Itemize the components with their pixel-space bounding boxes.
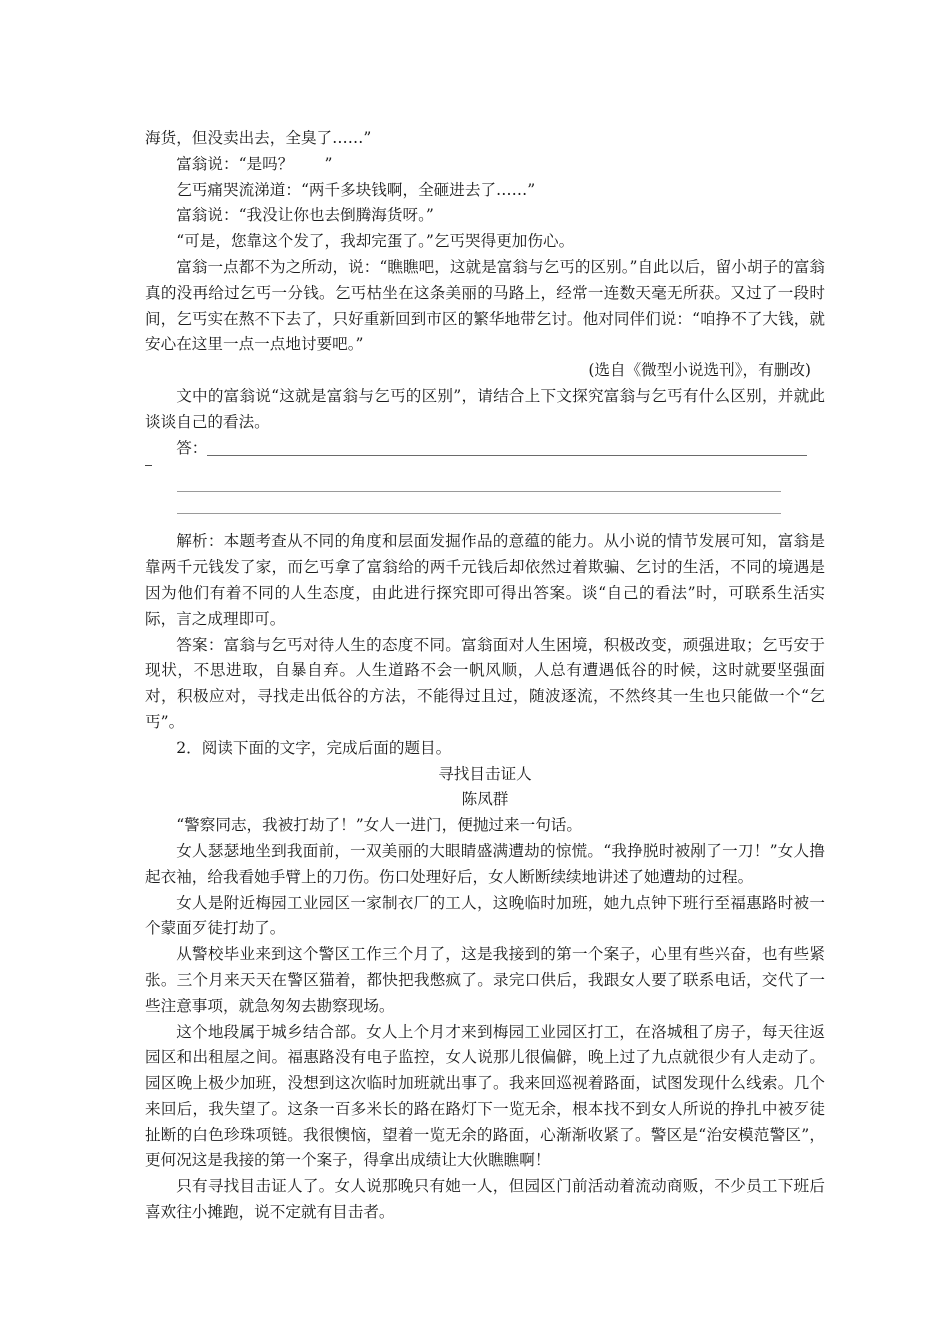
passage1-line-2: 乞丐痛哭流涕道：“两千多块钱啊，全砸进去了……” xyxy=(176,180,536,199)
answer-text: 答案：富翁与乞丐对待人生的态度不同。富翁面对人生困境，积极改变，顽强进取；乞丐安于现状，不思进取，自暴自弃。人生道路不会一帆风顺，人总有遭遇低谷的时候，这时就要坚强面对，积极应对，寻找走出低谷的方法，不能得过且过，随波逐流，不然终其一生也只能做一个“乞丐”。 xyxy=(145,635,825,731)
passage2-title: 寻找目击证人 xyxy=(438,764,532,783)
document-page xyxy=(145,126,825,1226)
passage1-paragraph: 富翁一点都不为之所动，说：“瞧瞧吧，这就是富翁与乞丐的区别。”自此以后，留小胡子的富翁真的没再给过乞丐一分钱。乞丐枯坐在这条美丽的马路上，经常一连数天毫无所获。又过了一段时间，乞丐实在熬不下去了，只好重新回到市区的繁华地带乞讨。他对同伴们说：“咱挣不了大钱，就安心在这里一点一点地讨要吧。” xyxy=(145,257,825,354)
passage1-line-4: “可是，您靠这个发了，我却完蛋了。”乞丐哭得更加伤心。 xyxy=(176,232,575,251)
passage2-paragraph: 女人瑟瑟地坐到我面前，一双美丽的大眼睛盛满遭劫的惊慌。“我挣脱时被剐了一刀！”女人撸起衣袖，给我看她手臂上的刀伤。伤口处理好后，女人断断续续地讲述了她遭劫的过程。 xyxy=(145,841,825,886)
answer-field[interactable] xyxy=(145,436,825,462)
passage2-paragraph: 女人是附近梅园工业园区一家制衣厂的工人，这晚临时加班，她九点钟下班行至福惠路时被一个蒙面歹徒打劫了。 xyxy=(145,893,825,938)
answer-stub xyxy=(145,465,152,466)
passage1-line-3: 富翁说：“我没让你也去倒腾海货呀。” xyxy=(176,206,434,225)
question2-prompt: 2．阅读下面的文字，完成后面的题目。 xyxy=(176,738,452,757)
answer-blank-line[interactable] xyxy=(145,481,825,503)
passage2-paragraph: 只有寻找目击证人了。女人说那晚只有她一人，但园区门前活动着流动商贩，不少员工下班后喜欢往小摊跑，说不定就有目击者。 xyxy=(145,1177,825,1222)
analysis-text: 解析：本题考查从不同的角度和层面发掘作品的意蕴的能力。从小说的情节发展可知，富翁是靠两千元钱发了家，而乞丐拿了富翁给的两千元钱后却依然过着欺骗、乞讨的生活，不同的境遇是因为他们有着不同的人生态度，由此进行探究即可得出答案。谈“自己的看法”时，可联系生活实际，言之成理即可。 xyxy=(145,532,825,628)
passage1-line-1: 富翁说：“是吗？ ” xyxy=(176,154,333,173)
passage2-paragraph: 这个地段属于城乡结合部。女人上个月才来到梅园工业园区打工，在洛城租了房子，每天往返园区和出租屋之间。福惠路没有电子监控，女人说那儿很偏僻，晚上过了九点就很少有人走动了。园区晚上极少加班，没想到这次临时加班就出事了。我来回巡视着路面，试图发现什么线索。几个来回后，我失望了。这条一百多米长的路在路灯下一览无余，根本找不到女人所说的挣扎中被歹徒扯断的白色珍珠项链。我很懊恼，望着一览无余的路面，心渐渐收紧了。警区是“治安模范警区”，更何况这是我接的第一个案子，得拿出成绩让大伙瞧瞧啊！ xyxy=(145,1022,825,1170)
passage2-paragraph: “警察同志，我被打劫了！”女人一进门，便抛过来一句话。 xyxy=(176,816,582,835)
passage1-line-0: 海货，但没卖出去，全臭了……” xyxy=(145,129,372,147)
answer-stub-row xyxy=(145,461,825,481)
answer-label: 答： xyxy=(176,438,208,457)
answer-blank-line[interactable] xyxy=(145,503,825,525)
passage2-author: 陈凤群 xyxy=(461,790,509,809)
question1-prompt: 文中的富翁说“这就是富翁与乞丐的区别”，请结合上下文探究富翁与乞丐有什么区别，并就此谈谈自己的看法。 xyxy=(145,386,825,431)
passage2-paragraph: 从警校毕业来到这个警区工作三个月了，这是我接到的第一个案子，心里有些兴奋，也有些紧张。三个月来天天在警区猫着，都快把我憋疯了。录完口供后，我跟女人要了联系电话，交代了一些注意事项，就急匆匆去勘察现场。 xyxy=(145,945,825,1015)
answer-line xyxy=(207,455,807,456)
passage1-source: (选自《微型小说选刊》，有删改) xyxy=(588,361,811,380)
